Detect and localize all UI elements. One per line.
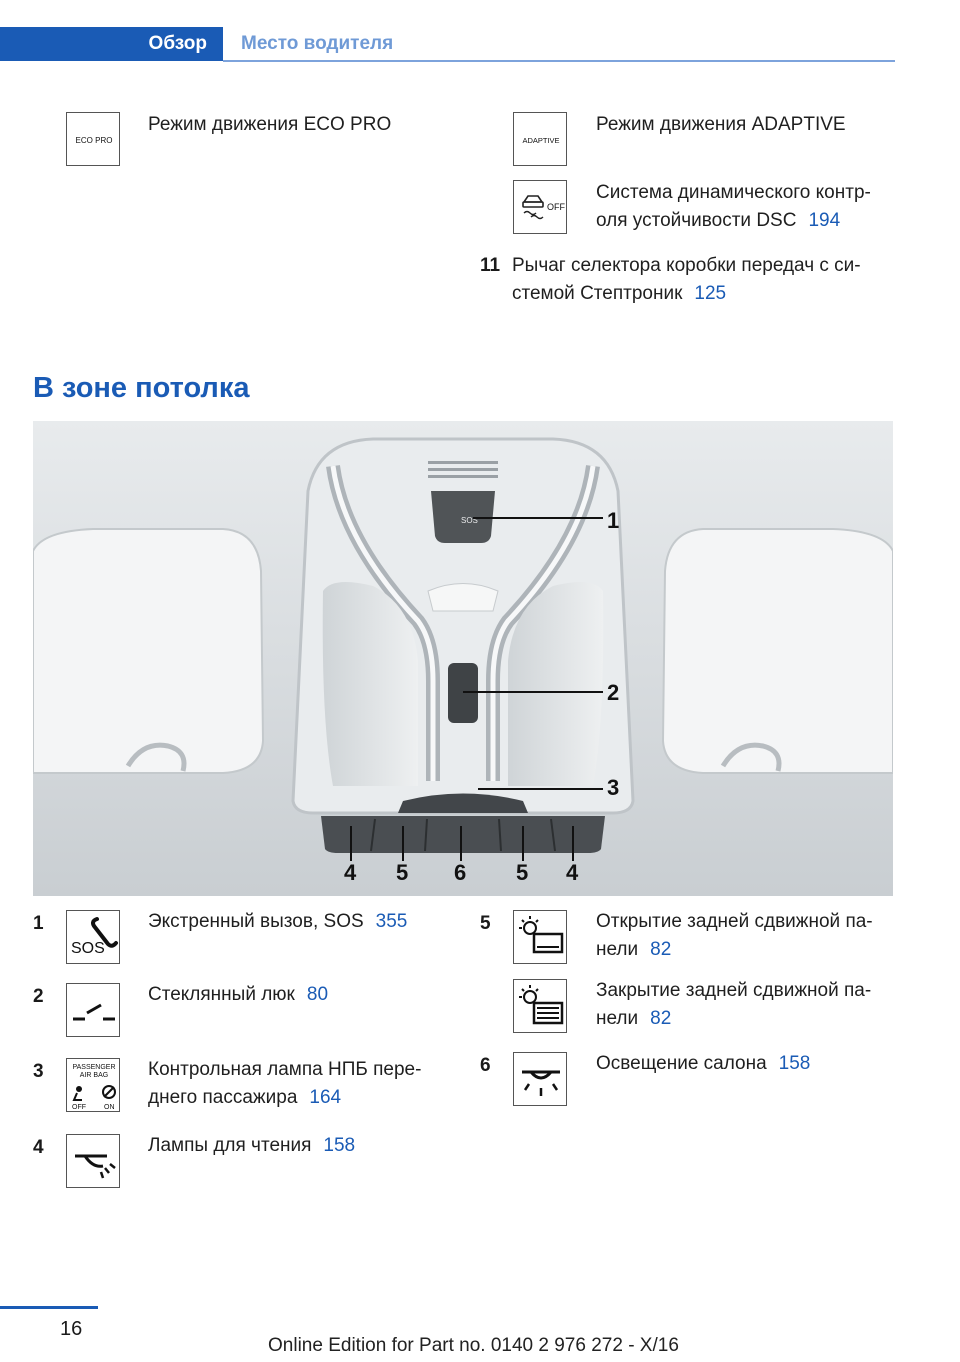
svg-text:AIR BAG: AIR BAG	[79, 1072, 109, 1079]
svg-text:PASSENGER: PASSENGER	[72, 1064, 116, 1071]
ceiling-console-photo	[33, 421, 893, 896]
item-11-text	[512, 252, 861, 308]
legend-2-number: 2	[33, 986, 44, 1007]
interior-light-icon	[513, 1052, 567, 1106]
svg-text:ON: ON	[104, 1104, 115, 1111]
callout-4-right: 4	[566, 860, 579, 885]
legend-4-label: Лампы для чтения	[148, 1135, 312, 1156]
dsc-page-ref[interactable]: 194	[808, 210, 841, 231]
legend-6-number: 6	[480, 1055, 491, 1076]
photo-sos-label: SOS	[461, 516, 478, 525]
legend-6-label: Освещение салона	[596, 1053, 767, 1074]
eco-pro-icon	[66, 112, 120, 166]
reading-lamp-icon	[66, 1134, 120, 1188]
edition-note: Online Edition for Part no. 0140 2 976 272 - X/16	[268, 1335, 679, 1356]
dsc-text-line2: оля устойчивости DSC	[596, 210, 797, 231]
callout-1: 1	[607, 508, 620, 533]
legend-5-number: 5	[480, 913, 491, 934]
legend-1-page-ref[interactable]: 355	[375, 911, 408, 932]
adaptive-icon	[513, 112, 567, 166]
section-title: В зоне потолка	[33, 372, 250, 404]
item-11-number: 11	[480, 255, 501, 276]
svg-text:ADAPTIVE: ADAPTIVE	[522, 136, 560, 145]
legend-1-number: 1	[33, 913, 44, 934]
legend-5b-line1: Закрытие задней сдвижной па‐	[596, 980, 872, 1001]
sunblind-close-icon	[513, 979, 567, 1033]
eco-pro-text: Режим движения ECO PRO	[148, 114, 392, 135]
page-number: 16	[60, 1318, 83, 1340]
callout-5-right: 5	[516, 860, 529, 885]
legend-5b-page-ref[interactable]: 82	[650, 1008, 672, 1029]
adaptive-text: Режим движения ADAPTIVE	[596, 114, 846, 135]
legend-1-text	[148, 908, 407, 936]
legend-5b-line2: нели	[596, 1008, 639, 1029]
legend-5-text	[596, 908, 873, 964]
tab-driver-area[interactable]: Место водителя	[241, 33, 394, 54]
legend-3-page-ref[interactable]: 164	[309, 1087, 342, 1108]
legend-5-page-ref[interactable]: 82	[650, 939, 672, 960]
svg-text:OFF: OFF	[72, 1104, 86, 1111]
item-11-line1: Рычаг селектора коробки передач с си‐	[512, 255, 861, 276]
tab-overview[interactable]: Обзор	[0, 27, 223, 61]
dsc-off-icon	[513, 180, 567, 234]
callout-5-left: 5	[396, 860, 409, 885]
item-11-line2: стемой Стептроник	[512, 283, 683, 304]
legend-5-line2: нели	[596, 939, 639, 960]
legend-3-text	[148, 1056, 421, 1112]
dsc-text	[596, 179, 871, 235]
callout-6: 6	[454, 860, 467, 885]
legend-4-text	[148, 1132, 355, 1160]
legend-5b-text	[596, 977, 871, 1033]
legend-3-number: 3	[33, 1061, 44, 1082]
sunblind-open-icon	[513, 910, 567, 964]
legend-3-line1: Контрольная лампа НПБ пере‐	[148, 1059, 422, 1080]
passenger-airbag-icon	[66, 1058, 120, 1112]
callout-2: 2	[607, 680, 620, 705]
legend-4-number: 4	[33, 1137, 44, 1158]
callout-4-left: 4	[344, 860, 357, 885]
svg-text:ECO PRO: ECO PRO	[75, 136, 113, 145]
header-tabs	[0, 27, 393, 61]
glass-roof-icon	[66, 983, 120, 1037]
sos-icon	[66, 910, 120, 964]
callout-3: 3	[607, 775, 620, 800]
legend-3-line2: днего пассажира	[148, 1087, 298, 1108]
legend-1-label: Экстренный вызов, SOS	[148, 911, 364, 932]
legend-2-text	[148, 981, 328, 1009]
legend-6-page-ref[interactable]: 158	[778, 1053, 811, 1074]
svg-text:SOS: SOS	[71, 940, 105, 957]
legend-4-page-ref[interactable]: 158	[323, 1135, 356, 1156]
svg-text:OFF: OFF	[547, 202, 565, 212]
dsc-text-line1: Система динамического контр‐	[596, 182, 871, 203]
header-divider	[223, 60, 895, 62]
footer-accent-line	[0, 1306, 98, 1309]
item-11-page-ref[interactable]: 125	[694, 283, 727, 304]
legend-2-label: Стеклянный люк	[148, 984, 295, 1005]
legend-6-text	[596, 1050, 810, 1078]
legend-5-line1: Открытие задней сдвижной па‐	[596, 911, 873, 932]
legend-2-page-ref[interactable]: 80	[306, 984, 329, 1005]
